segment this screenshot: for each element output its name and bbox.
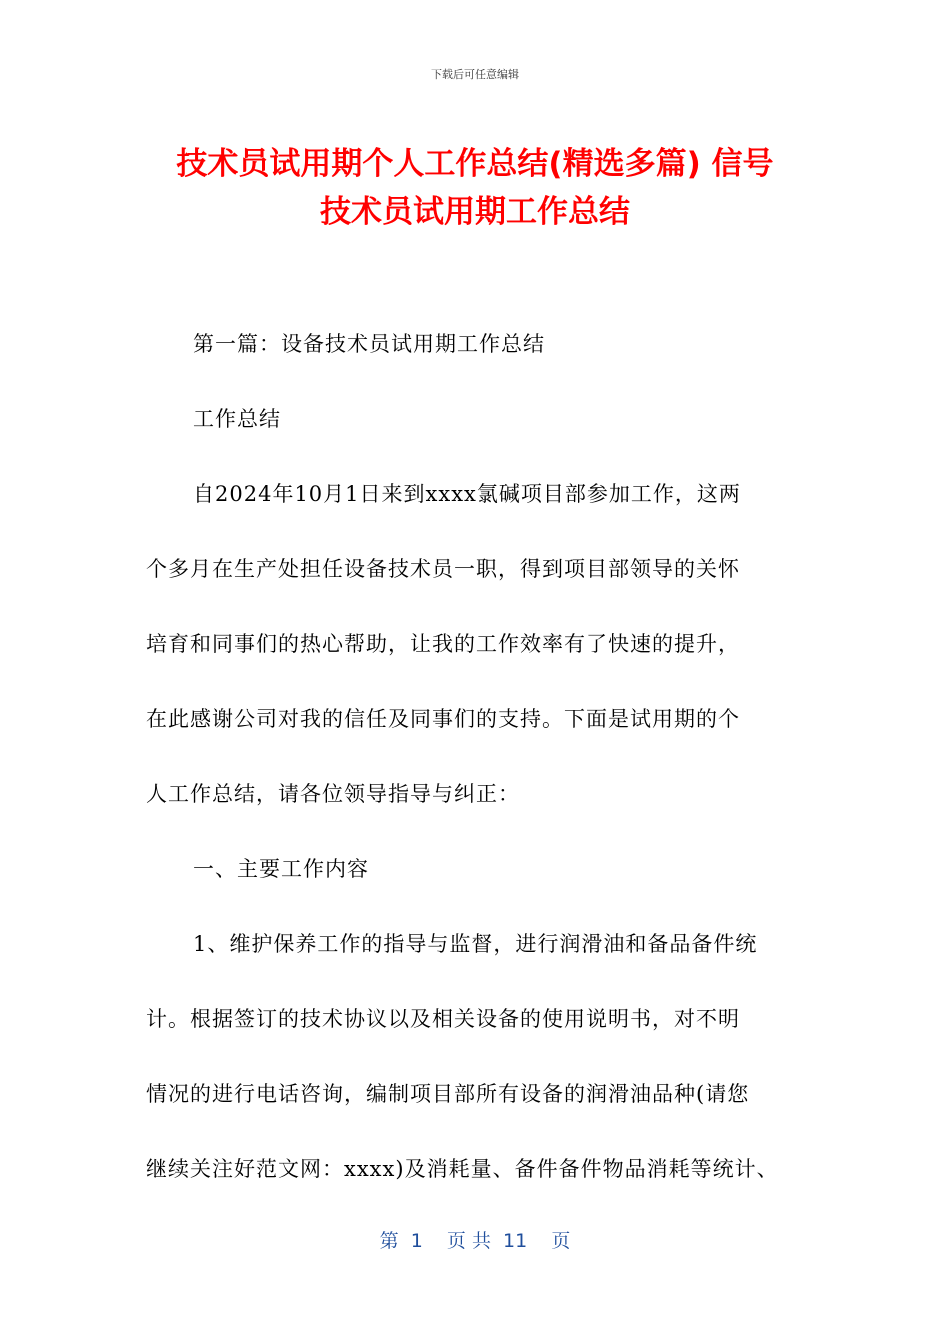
document-title (60, 140, 890, 236)
subheading: 工作总结 (193, 407, 281, 431)
page-footer: 第 1 页 共 11 页 (379, 1230, 571, 1252)
title-line-1: 技术员试用期个人工作总结(精选多篇) 信号 (176, 146, 774, 182)
paragraph-line: 自2024年10月1日来到xxxx氯碱项目部参加工作，这两 (193, 482, 741, 506)
paragraph-line: 在此感谢公司对我的信任及同事们的支持。下面是试用期的个 (146, 707, 740, 731)
paragraph-line: 情况的进行电话咨询，编制项目部所有设备的润滑油品种(请您 (146, 1082, 750, 1106)
section-heading: 第一篇：设备技术员试用期工作总结 (193, 332, 545, 356)
document-body (146, 318, 826, 1218)
title-line-2: 技术员试用期工作总结 (320, 194, 630, 230)
paragraph-line: 人工作总结，请各位领导指导与纠正： (146, 782, 520, 806)
paragraph-line: 继续关注好范文网：xxxx)及消耗量、备件备件物品消耗等统计、 (146, 1157, 779, 1181)
paragraph-line: 个多月在生产处担任设备技术员一职，得到项目部领导的关怀 (146, 557, 740, 581)
header-note: 下载后可任意编辑 (431, 68, 519, 81)
paragraph-line: 计。根据签订的技术协议以及相关设备的使用说明书，对不明 (146, 1007, 740, 1031)
subheading: 一、主要工作内容 (193, 857, 369, 881)
paragraph-line: 培育和同事们的热心帮助，让我的工作效率有了快速的提升， (146, 632, 740, 656)
paragraph-line: 1、维护保养工作的指导与监督，进行润滑油和备品备件统 (193, 932, 758, 956)
